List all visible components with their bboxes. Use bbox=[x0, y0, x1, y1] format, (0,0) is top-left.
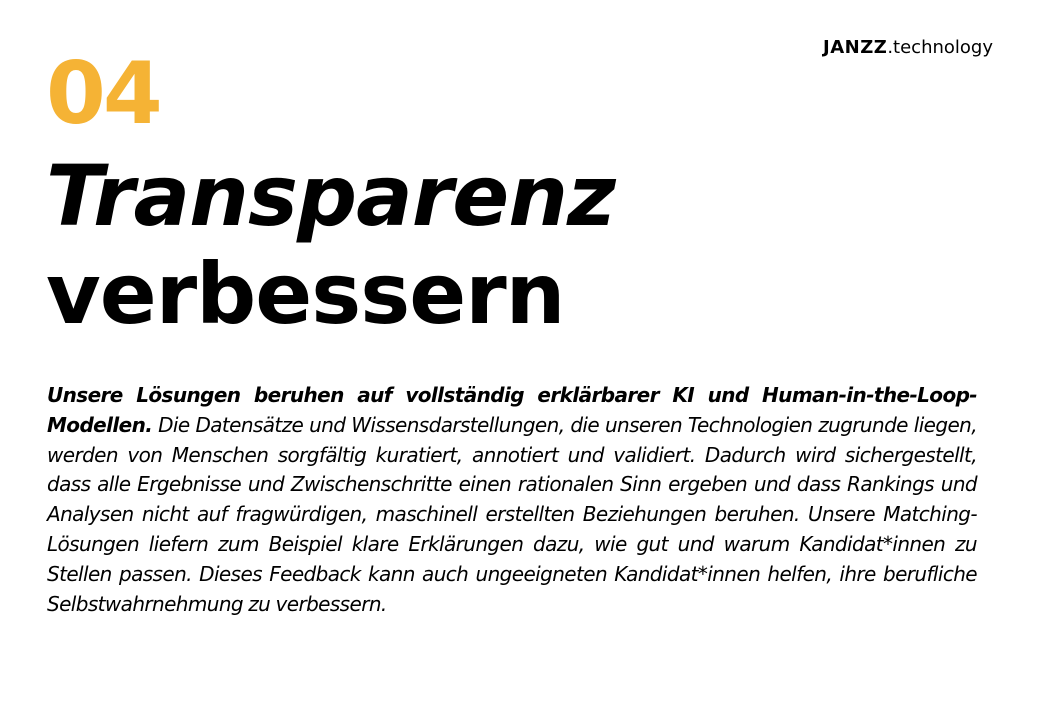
brand-logo-strong: JANZZ bbox=[823, 37, 888, 58]
body-text: Die Datensätze und Wissensdarstellungen, die unseren Technologien zugrunde liegen, werden von Menschen sorgfältig kuratiert, annotiert und validiert. Dadurch wird sichergestellt, dass alle Ergebnisse und Zwischenschritte einen rationalen Sinn ergeben und dass Rankings und Analysen nicht auf fragwürdigen, maschinell erstellten Beziehungen beruhen. Unsere Matching-Lösungen liefern zum Beispiel klare Erklärungen dazu, wie gut und warum Kandidat*innen zu Stellen passen. Dieses Feedback kann auch ungeeigneten Kandidat*innen helfen, ihre berufliche Selbstwahrnehmung zu verbessern. bbox=[47, 412, 977, 616]
brand-logo-light: .technology bbox=[887, 37, 993, 58]
brand-logo bbox=[823, 36, 993, 60]
section-title-line-2: verbessern bbox=[46, 245, 565, 343]
section-title bbox=[46, 147, 615, 343]
body-lead-sentence: Unsere Lösungen beruhen auf vollständig erklärbarer KI und Human-in-the-Loop-Modellen. bbox=[47, 383, 977, 437]
section-number: 04 bbox=[46, 44, 160, 144]
section-title-line-1: Transparenz bbox=[46, 147, 615, 245]
body-paragraph bbox=[47, 381, 977, 619]
